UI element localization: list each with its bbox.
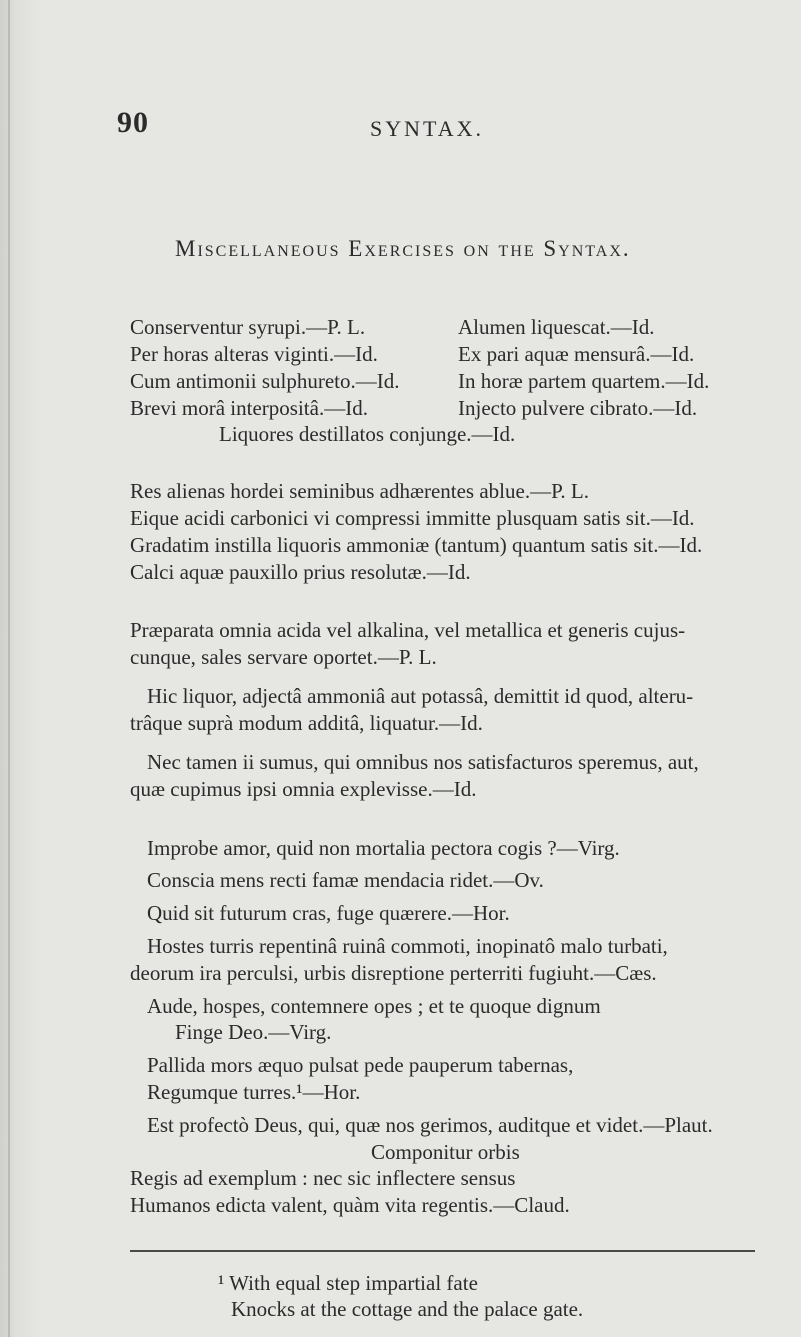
text-line: Componitur orbis	[371, 1140, 520, 1164]
text-line: cunque, sales servare oportet.—P. L.	[130, 645, 437, 669]
text-line: Hostes turris repentinâ ruinâ commoti, inopinatô malo turbati,	[147, 934, 668, 958]
text-line: Hic liquor, adjectâ ammoniâ aut potassâ, demittit id quod, alteru-	[147, 684, 694, 708]
text-line: Liquores destillatos conjunge.—Id.	[219, 422, 516, 446]
page-gutter	[0, 0, 40, 1337]
text-line: Pallida mors æquo pulsat pede pauperum tabernas,	[147, 1053, 574, 1077]
text-line: Alumen liquescat.—Id.	[458, 315, 655, 339]
text-line: Est profectò Deus, qui, quæ nos gerimos, auditque et videt.—Plaut.	[147, 1113, 713, 1137]
footnote-line: Knocks at the cottage and the palace gate.	[231, 1297, 584, 1321]
text-line: Conserventur syrupi.—P. L.	[130, 315, 366, 339]
text-line: Cum antimonii sulphureto.—Id.	[130, 369, 400, 393]
text-line: Conscia mens recti famæ mendacia ridet.—Ov.	[147, 868, 544, 892]
text-line: Gradatim instilla liquoris ammoniæ (tantum) quantum satis sit.—Id.	[130, 533, 703, 557]
section-title: Miscellaneous Exercises on the Syntax.	[175, 236, 631, 261]
text-line: Præparata omnia acida vel alkalina, vel metallica et generis cujus-	[130, 618, 686, 642]
text-line: Ex pari aquæ mensurâ.—Id.	[458, 342, 695, 366]
text-line: In horæ partem quartem.—Id.	[458, 369, 710, 393]
text-line: Eique acidi carbonici vi compressi immitte plusquam satis sit.—Id.	[130, 506, 695, 530]
running-head: SYNTAX.	[370, 116, 484, 141]
text-line: Finge Deo.—Virg.	[175, 1020, 332, 1044]
text-line: Regis ad exemplum : nec sic inflectere sensus	[130, 1166, 516, 1190]
gutter-line	[8, 0, 10, 1337]
page-number: 90	[117, 106, 149, 139]
text-line: quæ cupimus ipsi omnia explevisse.—Id.	[130, 777, 477, 801]
text-line: Humanos edicta valent, quàm vita regentis.—Claud.	[130, 1193, 570, 1217]
footnote-line: ¹ With equal step impartial fate	[218, 1271, 478, 1295]
text-line: trâque suprà modum additâ, liquatur.—Id.	[130, 711, 483, 735]
text-line: Aude, hospes, contemnere opes ; et te quoque dignum	[147, 994, 601, 1018]
text-line: Quid sit futurum cras, fuge quærere.—Hor.	[147, 901, 510, 925]
text-line: Res alienas hordei seminibus adhærentes ablue.—P. L.	[130, 479, 589, 503]
text-line: Injecto pulvere cibrato.—Id.	[458, 396, 698, 420]
text-line: Brevi morâ interpositâ.—Id.	[130, 396, 368, 420]
text-line: Per horas alteras viginti.—Id.	[130, 342, 378, 366]
text-line: Regumque turres.¹—Hor.	[147, 1080, 361, 1104]
text-line: Nec tamen ii sumus, qui omnibus nos satisfacturos speremus, aut,	[147, 750, 699, 774]
text-line: Improbe amor, quid non mortalia pectora cogis ?—Virg.	[147, 836, 620, 860]
text-line: deorum ira perculsi, urbis disreptione perterriti fugiuht.—Cæs.	[130, 961, 657, 985]
footnote-rule	[130, 1250, 755, 1252]
text-line: Calci aquæ pauxillo prius resolutæ.—Id.	[130, 560, 471, 584]
